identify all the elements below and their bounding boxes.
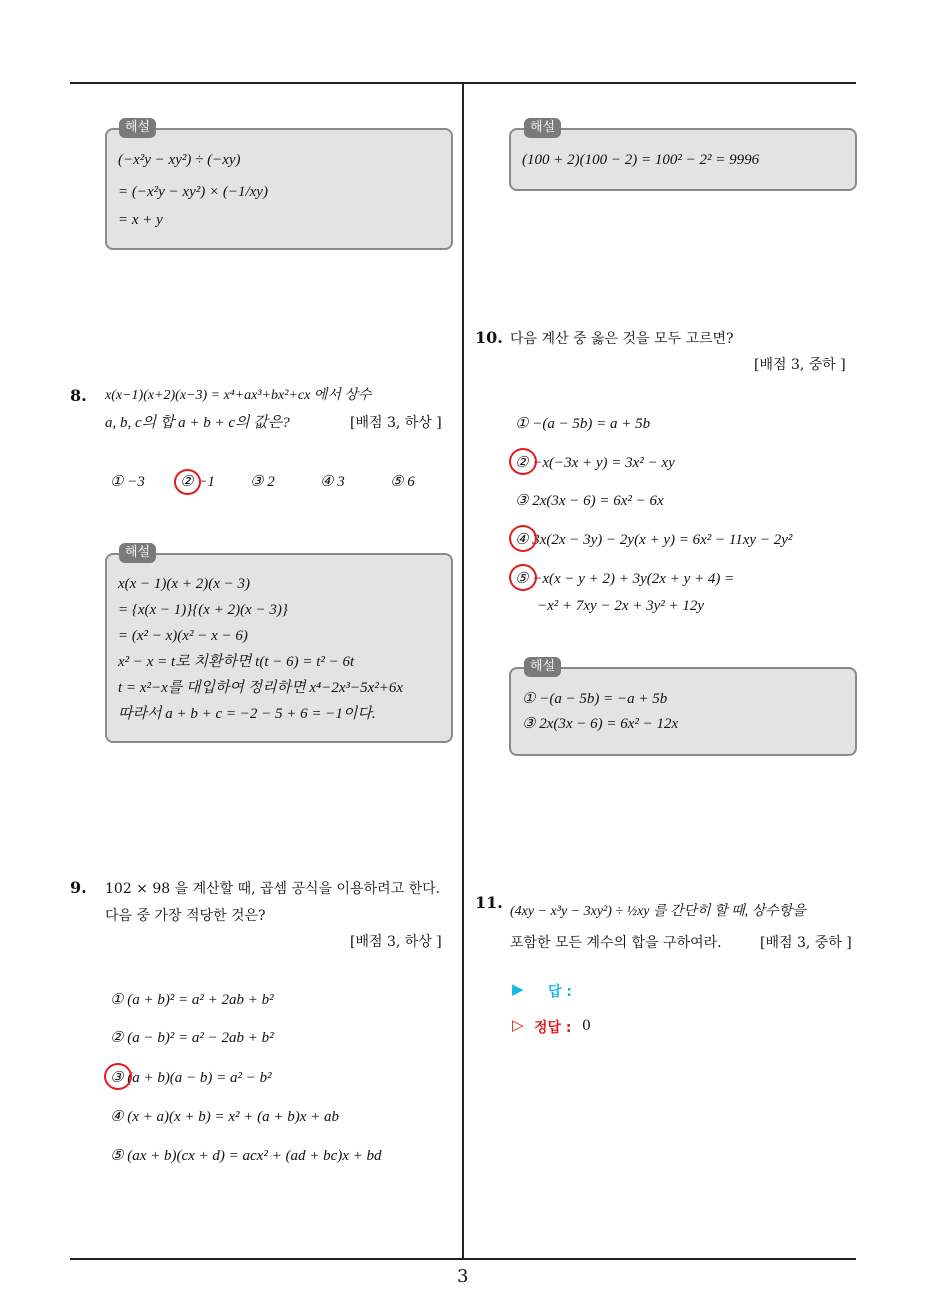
solution-line: x(x − 1)(x + 2)(x − 3) — [118, 576, 250, 592]
choice-3[interactable]: ③ 2 — [250, 474, 275, 490]
points-label: [배점 3, 하상 ] — [350, 934, 442, 950]
question-text: 102 × 98 을 계산할 때, 곱셈 공식을 이용하려고 한다. — [105, 881, 441, 897]
choice-5[interactable]: ⑤ (ax + b)(cx + d) = acx² + (ad + bc)x + bd — [110, 1148, 382, 1164]
outline-arrow-icon: ▷ — [512, 1016, 524, 1034]
question-text: 다음 중 가장 적당한 것은? — [105, 908, 266, 924]
choice-1[interactable]: ① −(a − 5b) = a + 5b — [515, 416, 651, 432]
choice-2[interactable]: ② −x(−3x + y) = 3x² − xy — [515, 455, 675, 471]
solution-line: t = x²−x를 대입하여 정리하면 x⁴−2x³−5x²+6x — [118, 680, 404, 696]
choice-1[interactable]: ① −3 — [110, 474, 145, 490]
choice-3[interactable]: ③ (a + b)(a − b) = a² − b² — [110, 1070, 272, 1086]
question-text: 다음 계산 중 옳은 것을 모두 고르면? — [510, 331, 734, 347]
solution-line: 따라서 a + b + c = −2 − 5 + 6 = −1이다. — [118, 706, 376, 722]
solution-line: ① −(a − 5b) = −a + 5b — [522, 691, 668, 707]
answer-circle-mark — [509, 448, 537, 475]
solution-box-q10 — [509, 667, 857, 756]
solution-tag: 해설 — [524, 118, 561, 138]
solution-line: = (−x²y − xy²) × (−1/xy) — [118, 184, 268, 200]
solution-line: (100 + 2)(100 − 2) = 100² − 2² = 9996 — [522, 152, 760, 168]
choice-5[interactable]: ⑤ −x(x − y + 2) + 3y(2x + y + 4) = — [515, 571, 735, 587]
points-label: [배점 3, 중하 ] — [754, 357, 846, 373]
choice-1[interactable]: ① (a + b)² = a² + 2ab + b² — [110, 992, 274, 1008]
solution-line: = x + y — [118, 212, 163, 228]
choice-5[interactable]: ⑤ 6 — [390, 474, 415, 490]
question-number: 8. — [70, 386, 87, 405]
solution-line: = {x(x − 1)}{(x + 2)(x − 3)} — [118, 602, 288, 618]
answer-row — [512, 980, 712, 1002]
solution-line: ③ 2x(3x − 6) = 6x² − 12x — [522, 716, 679, 732]
question-text: x(x−1)(x+2)(x−3) = x⁴+ax³+bx²+cx 에서 상수 — [105, 388, 372, 403]
question-number: 9. — [70, 878, 87, 897]
solution-tag: 해설 — [119, 118, 156, 138]
solution-tag: 해설 — [524, 657, 561, 677]
answer-label: 답 : — [548, 984, 572, 1000]
solution-line: = (x² − x)(x² − x − 6) — [118, 628, 248, 644]
correct-answer-row — [512, 1016, 712, 1038]
points-label: [배점 3, 하상 ] — [350, 415, 442, 431]
solution-line: x² − x = t로 치환하면 t(t − 6) = t² − 6t — [118, 654, 355, 670]
solution-line: (−x²y − xy²) ÷ (−xy) — [118, 152, 241, 168]
question-text: (4xy − x³y − 3xy²) ÷ ½xy 를 간단히 할 때, 상수항을 — [510, 904, 806, 919]
answer-circle-mark — [104, 1063, 132, 1090]
choice-4[interactable]: ④ 3x(2x − 3y) − 2y(x + y) = 6x² − 11xy − 2y² — [515, 532, 793, 548]
question-text: a, b, c의 합 a + b + c의 값은? — [105, 415, 290, 431]
question-text: 포함한 모든 계수의 합을 구하여라. — [510, 935, 722, 951]
points-label: [배점 3, 중하 ] — [760, 935, 852, 951]
choice-2[interactable]: ② −1 — [180, 474, 215, 490]
question-number: 11. — [475, 893, 503, 912]
choice-3[interactable]: ③ 2x(3x − 6) = 6x² − 6x — [515, 493, 664, 509]
choice-2[interactable]: ② (a − b)² = a² − 2ab + b² — [110, 1030, 274, 1046]
page-number: 3 — [457, 1266, 469, 1287]
question-number: 10. — [475, 328, 503, 347]
bottom-rule — [70, 1258, 856, 1260]
answer-circle-mark — [509, 525, 537, 552]
column-divider — [462, 83, 464, 1259]
correct-answer-value: 0 — [582, 1018, 591, 1034]
answer-circle-mark — [174, 469, 201, 495]
correct-answer-label: 정답 : — [534, 1020, 572, 1036]
choice-5-continuation: −x² + 7xy − 2x + 3y² + 12y — [537, 598, 705, 614]
choice-4[interactable]: ④ 3 — [320, 474, 345, 490]
play-arrow-icon: ▶ — [512, 980, 524, 998]
solution-tag: 해설 — [119, 543, 156, 563]
choice-4[interactable]: ④ (x + a)(x + b) = x² + (a + b)x + ab — [110, 1109, 340, 1125]
answer-circle-mark — [509, 564, 537, 591]
